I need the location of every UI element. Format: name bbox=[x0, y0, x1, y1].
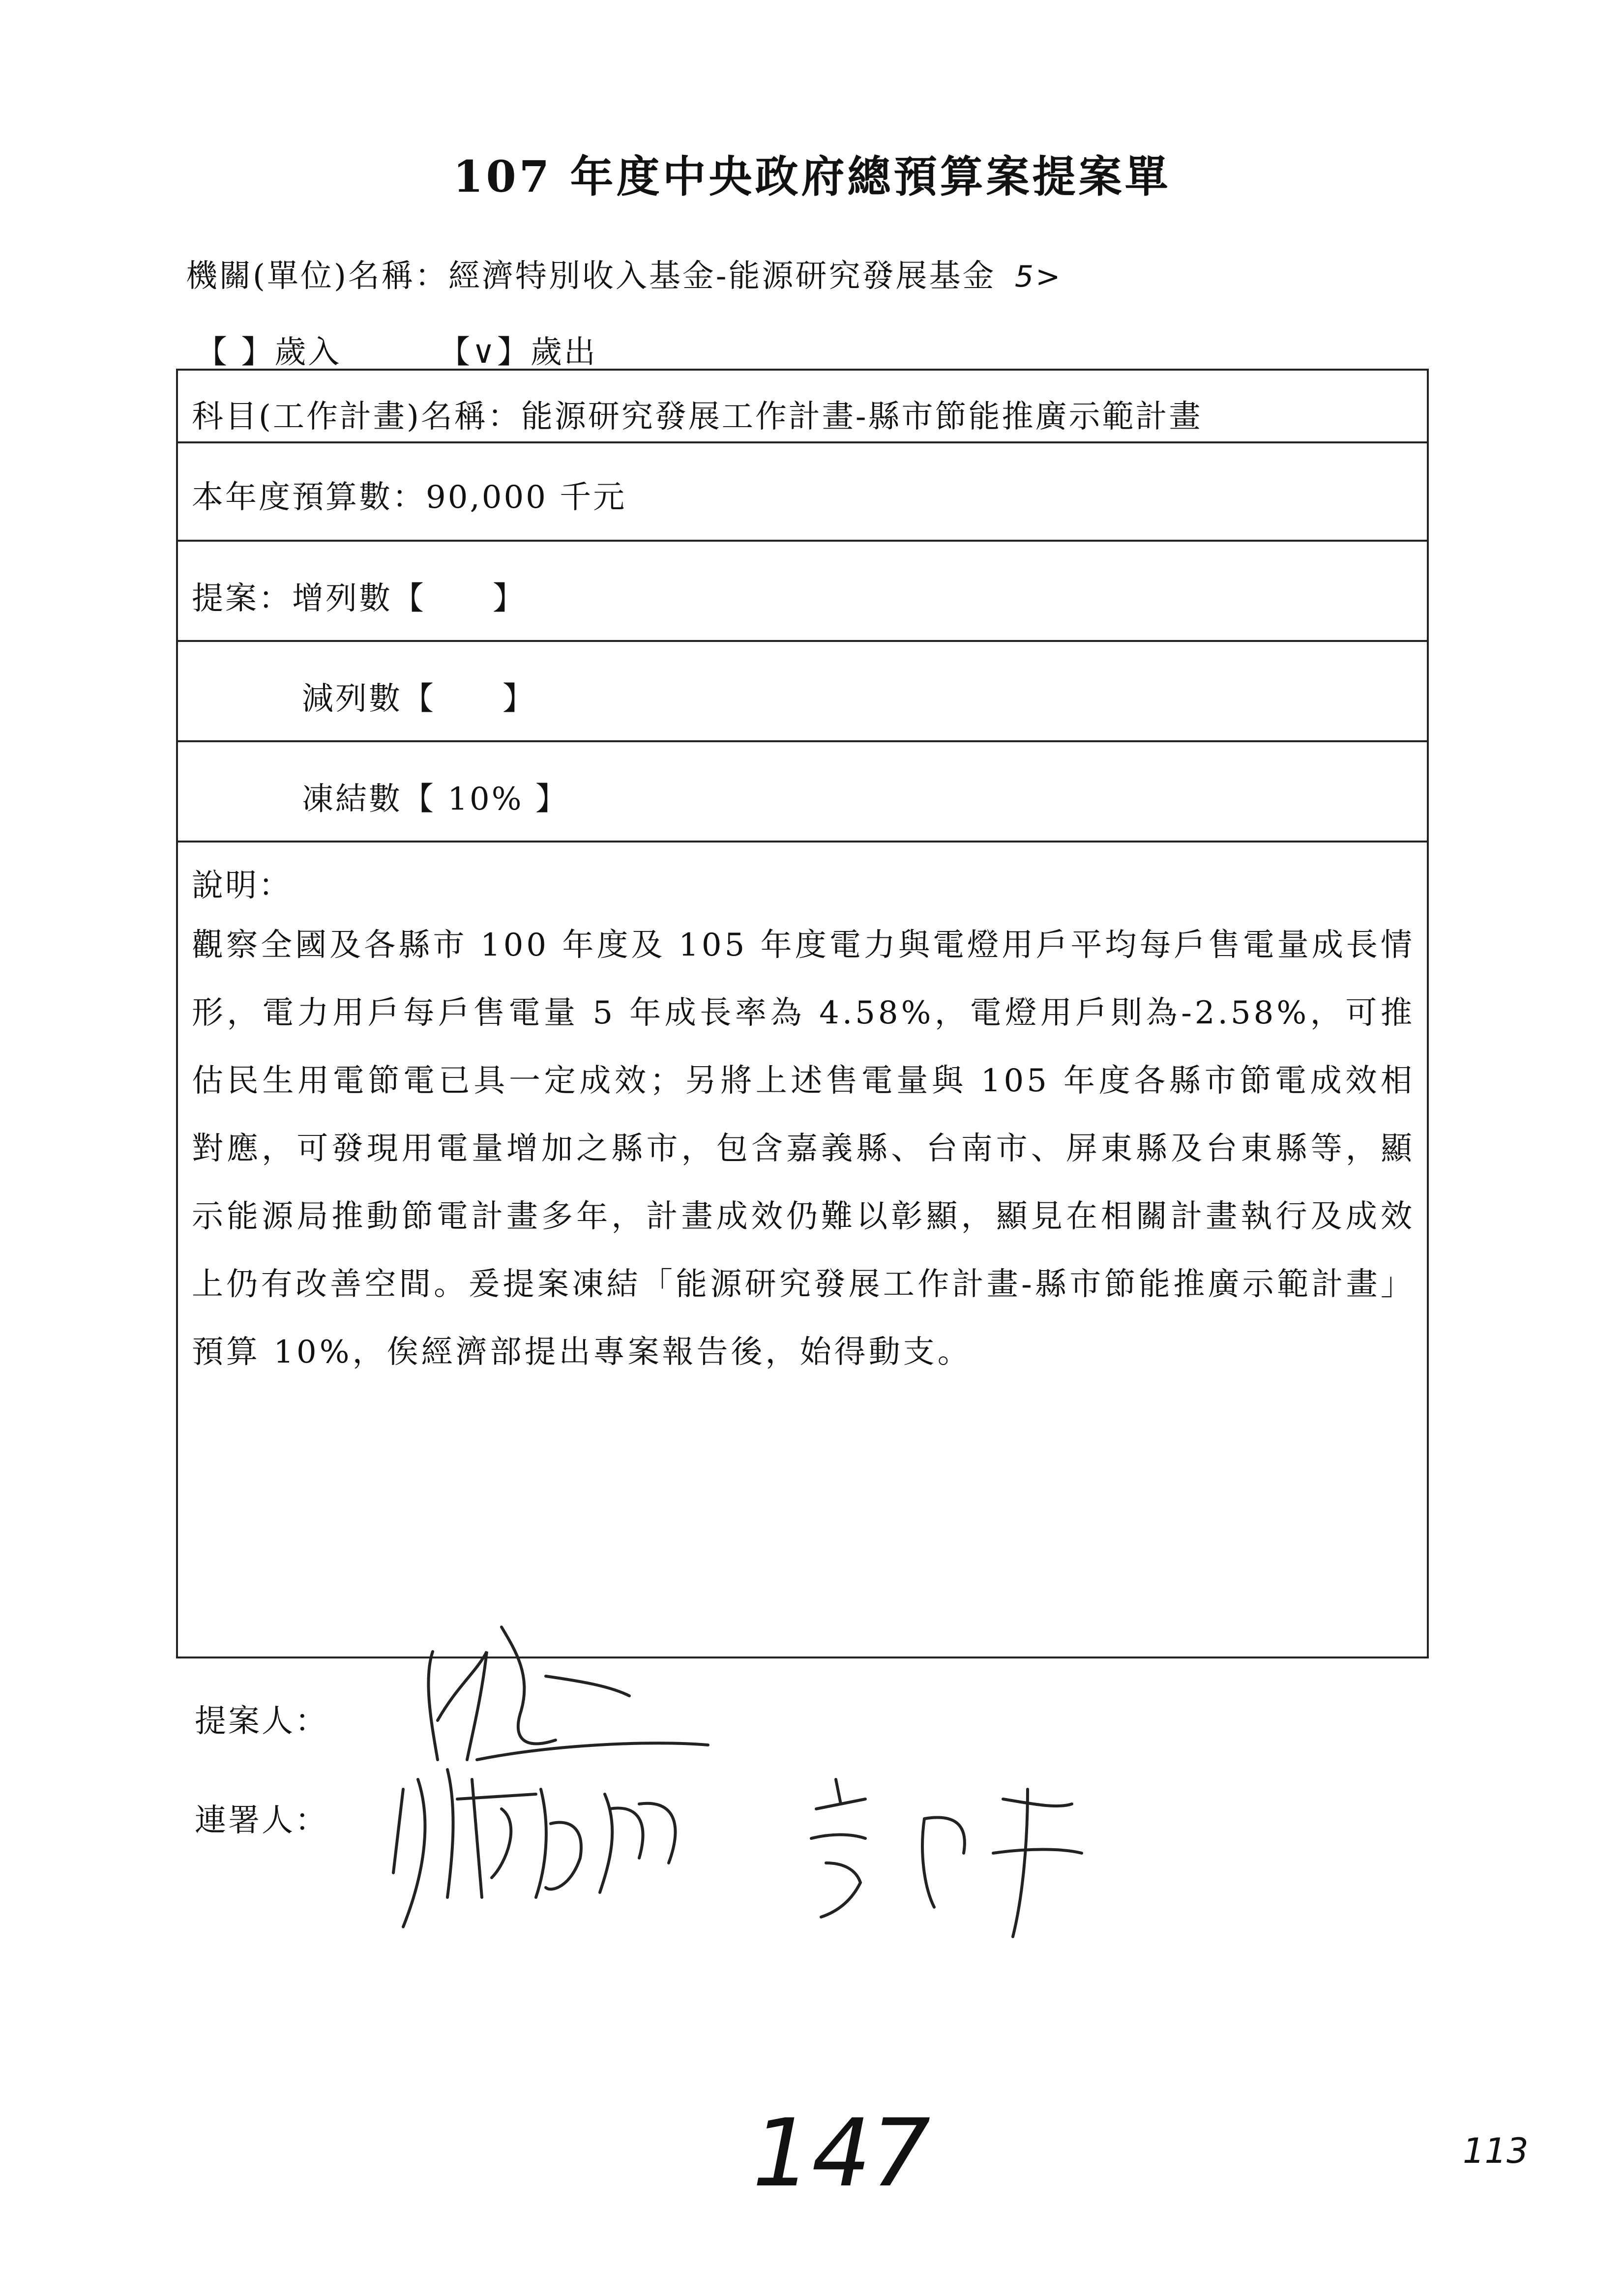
expenditure-type: 【∨】歲出 bbox=[439, 334, 597, 371]
corner-page-number: 113 bbox=[1463, 2131, 1529, 2171]
agency-label: 機關(單位)名稱： bbox=[186, 258, 448, 294]
description-label: 說明： bbox=[192, 868, 292, 904]
proposal-form-table bbox=[176, 369, 1429, 1658]
budget-cell bbox=[192, 472, 626, 517]
agency-handwritten-mark: 5> bbox=[1014, 260, 1063, 294]
budget-row bbox=[178, 443, 1427, 542]
cosigner-signature-2 bbox=[797, 1770, 1151, 1958]
form-title: 107 年度中央政府總預算案提案單 bbox=[453, 151, 1171, 202]
description-row bbox=[178, 843, 1427, 1657]
subject-row bbox=[178, 371, 1427, 443]
subject-label: 科目(工作計畫)名稱： bbox=[192, 399, 521, 435]
budget-value: 90,000 千元 bbox=[426, 479, 627, 516]
cosigner-signature-1 bbox=[374, 1750, 747, 1939]
freeze-row bbox=[178, 742, 1427, 843]
increase-cell bbox=[192, 573, 526, 618]
proposal-label: 提案： bbox=[192, 581, 292, 617]
decrease-row bbox=[178, 642, 1427, 742]
budget-label: 本年度預算數： bbox=[192, 479, 426, 516]
increase-amount: 增列數【 】 bbox=[292, 581, 526, 617]
freeze-amount: 凍結數【 10% 】 bbox=[302, 781, 569, 817]
description-text: 觀察全國及各縣市 100 年度及 105 年度電力與電燈用戶平均每戶售電量成長情形，電力用戶每戶售電量 5 年成長率為 4.58%，電燈用戶則為-2.58%，可推估民生用電節電已具一定成效；另將上述售電量與 105 年度各縣市節電成效相對應，可發現用電量增加之縣市，包含嘉義縣、台南市、屏東縣及台東縣等，顯示能源局推動節電計畫多年，計畫成效仍難以彰顯，顯見在相關計畫執行及成效上仍有改善空間。爰提案凍結「能源研究發展工作計畫-縣市節能推廣示範計畫」預算 10%，俟經濟部提出專案報告後，始得動支。 bbox=[192, 927, 1415, 1370]
subject-value: 能源研究發展工作計畫-縣市節能推廣示範計畫 bbox=[521, 399, 1203, 435]
increase-row bbox=[178, 542, 1427, 642]
proposer-label: 提案人： bbox=[195, 1703, 328, 1740]
agency-line bbox=[186, 251, 1062, 296]
page-number: 147 bbox=[752, 2099, 931, 2208]
subject-cell bbox=[192, 391, 1203, 436]
revenue-type: 【 】歲入 bbox=[196, 334, 342, 371]
decrease-amount: 減列數【 】 bbox=[302, 681, 536, 717]
agency-value: 經濟特別收入基金-能源研究發展基金 bbox=[448, 258, 996, 294]
cosigner-label: 連署人： bbox=[195, 1802, 328, 1839]
